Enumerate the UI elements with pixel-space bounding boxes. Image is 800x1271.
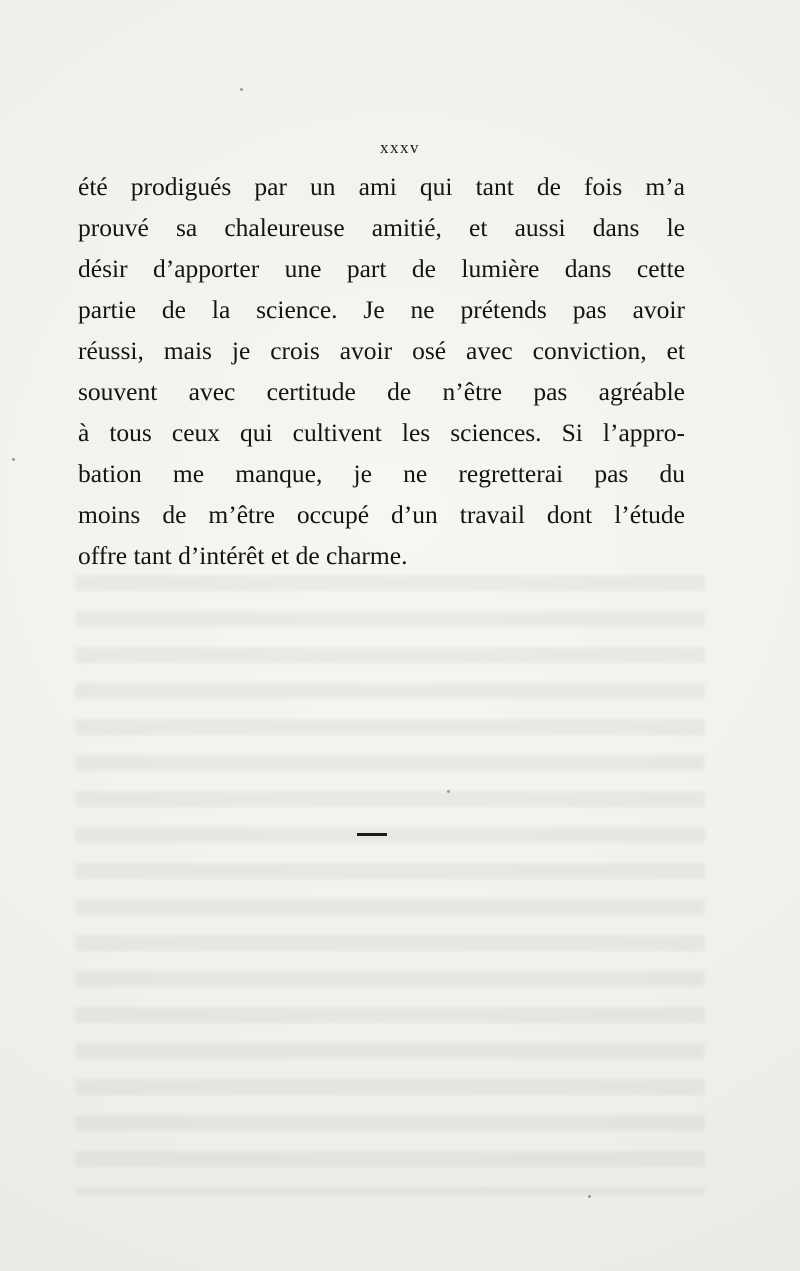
text-line: à tous ceux qui cultivent les sciences. Si l’appro- <box>78 418 685 447</box>
text-line: moins de m’être occupé d’un travail dont l’étude <box>78 500 685 529</box>
text-line: partie de la science. Je ne prétends pas avoir <box>78 295 685 324</box>
text-line: réussi, mais je crois avoir osé avec conviction, et <box>78 336 685 365</box>
text-line: désir d’apporter une part de lumière dans cette <box>78 254 685 283</box>
text-line: été prodigués par un ami qui tant de fois m’a <box>78 172 685 201</box>
page-number: xxxv <box>380 138 420 157</box>
show-through-text <box>75 575 705 1195</box>
text-line: bation me manque, je ne regretterai pas du <box>78 459 685 488</box>
text-line: prouvé sa chaleureuse amitié, et aussi dans le <box>78 213 685 242</box>
paper-speck <box>240 88 243 91</box>
paper-speck <box>12 458 15 461</box>
end-rule <box>357 833 387 836</box>
paper-speck <box>447 790 450 793</box>
paper-speck <box>588 1195 591 1198</box>
text-line: offre tant d’intérêt et de charme. <box>78 541 408 570</box>
text-line: souvent avec certitude de n’être pas agréable <box>78 377 685 406</box>
body-paragraph <box>78 166 685 576</box>
